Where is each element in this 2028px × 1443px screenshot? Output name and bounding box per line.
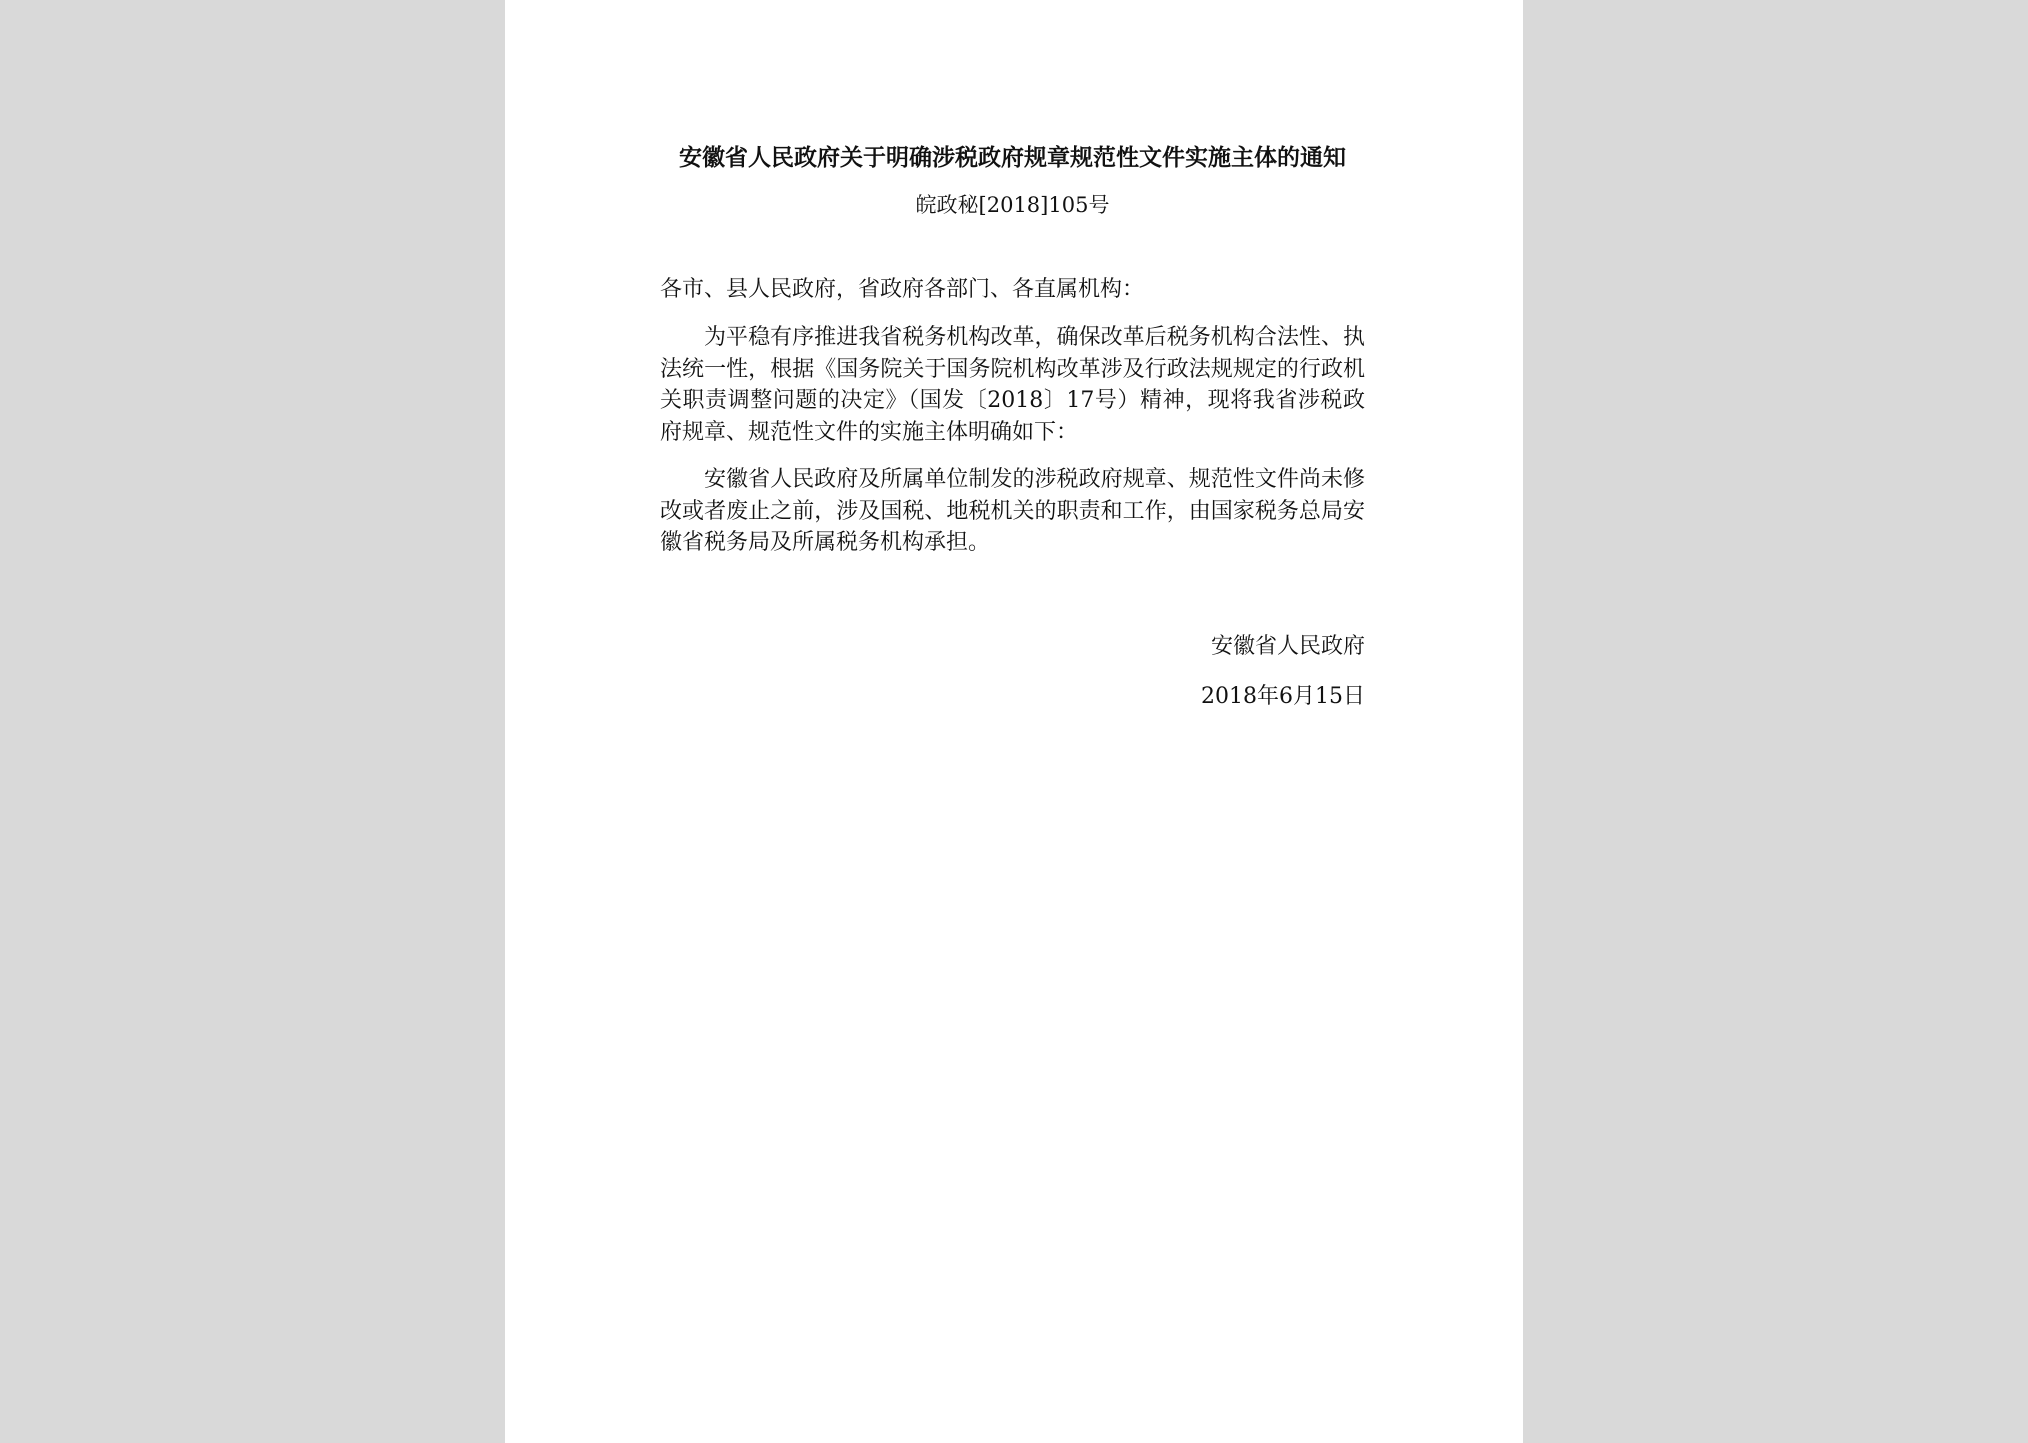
issuer-signature: 安徽省人民政府	[1210, 633, 1365, 659]
document-title: 安徽省人民政府关于明确涉税政府规章规范性文件实施主体的通知	[679, 144, 1346, 171]
salutation: 各市、县人民政府，省政府各部门、各直属机构：	[660, 277, 1145, 302]
body-paragraph: 为平稳有序推进我省税务机构改革，确保改革后税务机构合法性、执法统一性，根据《国务院关于国务院机构改革涉及行政法规规定的行政机关职责调整问题的决定》（国发〔2018〕17号）精神，现将我省涉税政府规章、规范性文件的实施主体明确如下：	[660, 325, 1365, 445]
body-paragraph: 安徽省人民政府及所属单位制发的涉税政府规章、规范性文件尚未修改或者废止之前，涉及国税、地税机关的职责和工作，由国家税务总局安徽省税务局及所属税务机构承担。	[660, 467, 1365, 555]
issue-date: 2018年6月15日	[1201, 683, 1365, 709]
document-page	[505, 0, 1523, 1443]
document-number: 皖政秘[2018]105号	[915, 193, 1110, 217]
document-content	[660, 140, 1365, 713]
